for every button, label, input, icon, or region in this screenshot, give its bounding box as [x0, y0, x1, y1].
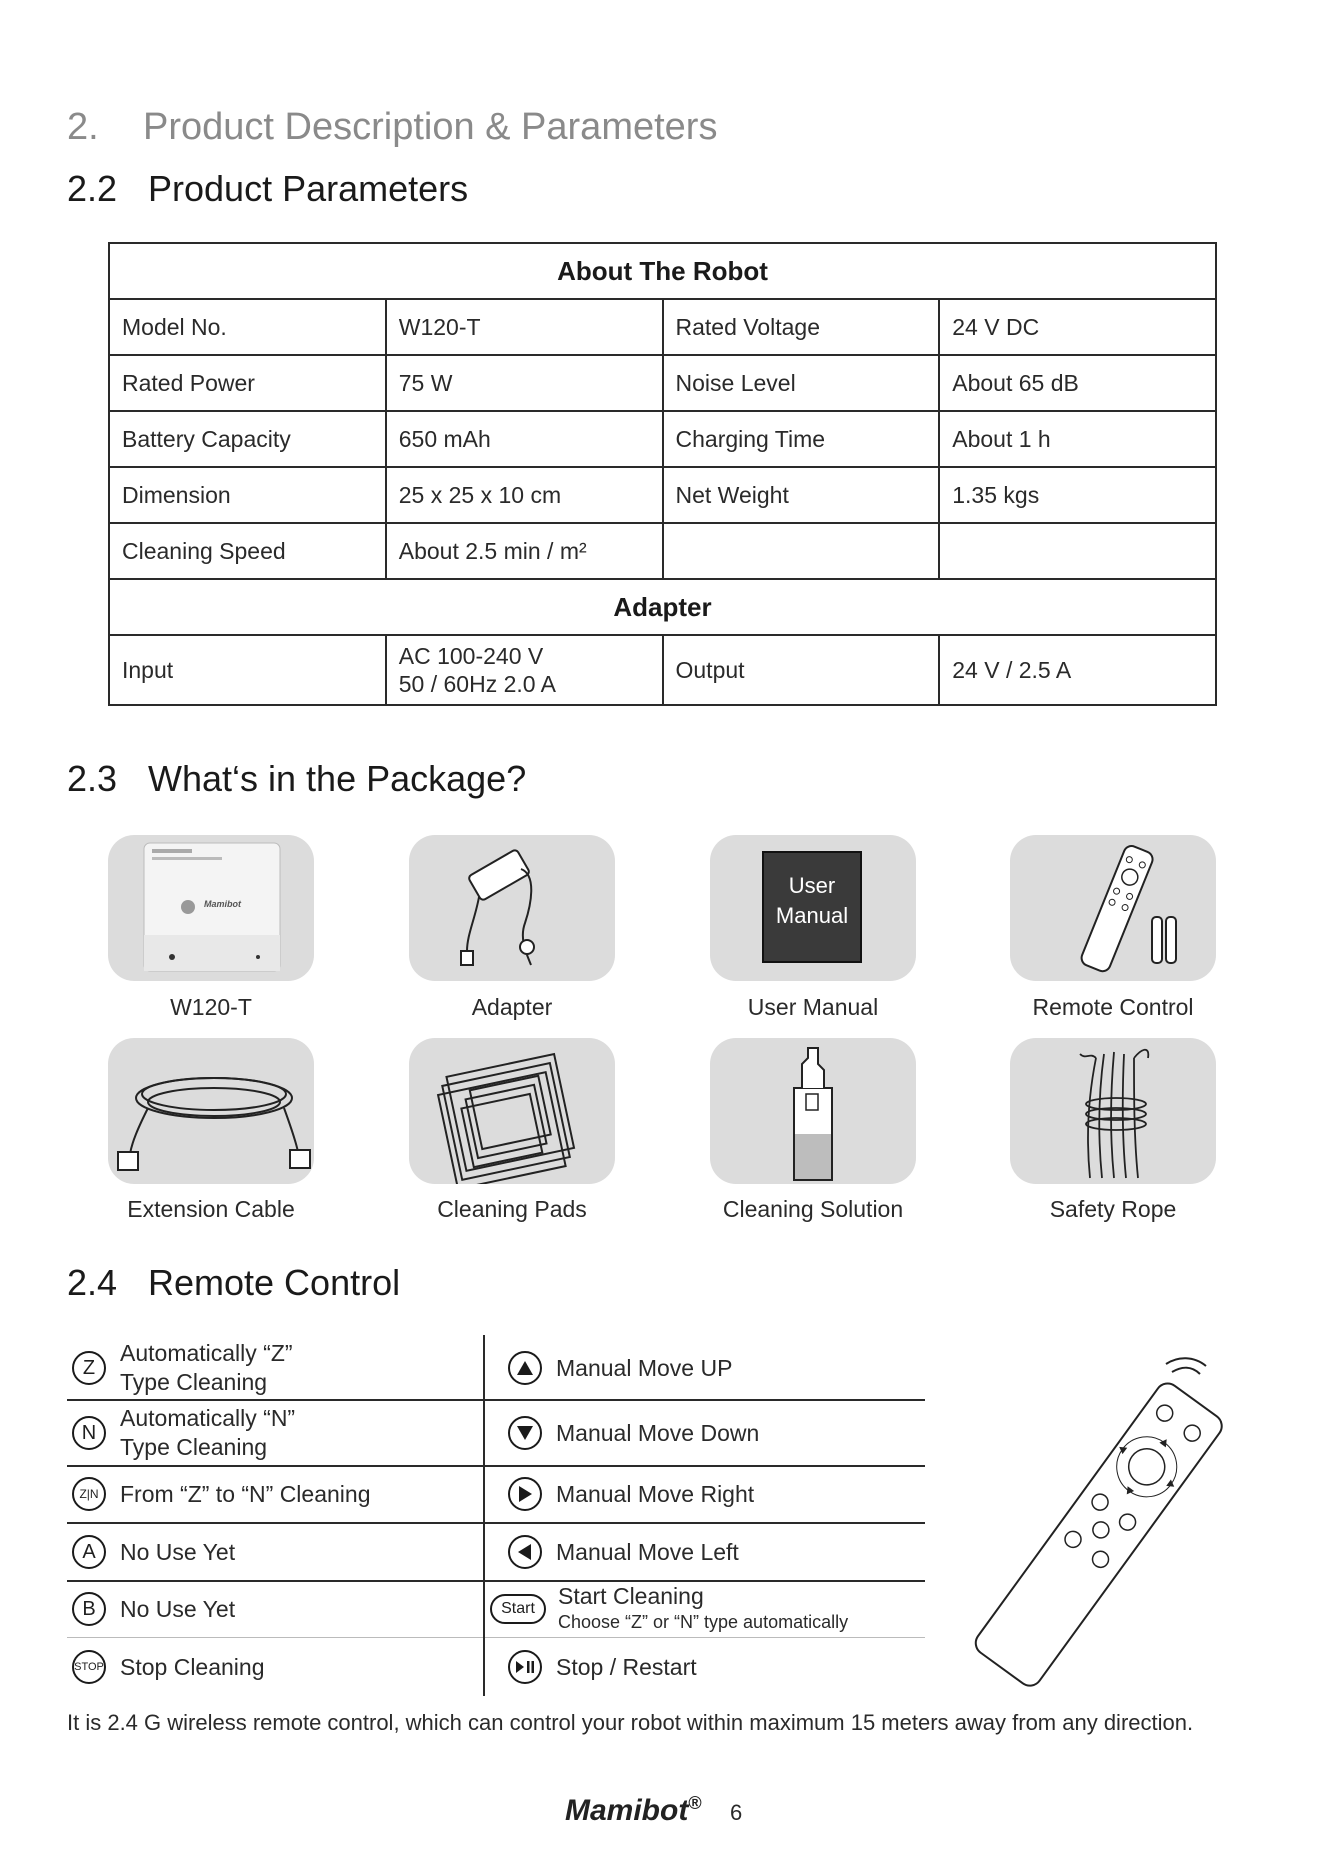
adapter-header-row	[109, 579, 1216, 635]
row-divider	[485, 1637, 925, 1638]
stop-key-icon: STOP	[72, 1650, 106, 1684]
play-pause-icon	[508, 1650, 542, 1684]
robot-image	[108, 835, 314, 981]
remote-note: It is 2.4 G wireless remote control, which can control your robot within maximum 15 meters away from any direction.	[67, 1710, 1194, 1735]
package-item-label: Cleaning Pads	[437, 1196, 587, 1222]
param-value: 25 x 25 x 10 cm	[386, 467, 663, 523]
list-item-text	[120, 1339, 293, 1397]
list-item-text: Stop Cleaning	[120, 1653, 265, 1680]
param-label: Dimension	[109, 467, 386, 523]
n-key-icon: N	[72, 1416, 106, 1450]
adapter-icon	[409, 835, 615, 981]
param-label: Noise Level	[663, 355, 940, 411]
list-item-text: Stop / Restart	[556, 1653, 697, 1680]
adapter-header: Adapter	[109, 579, 1216, 635]
param-label: Rated Power	[109, 355, 386, 411]
up-arrow-icon	[508, 1351, 542, 1385]
remote-heading	[67, 1262, 400, 1304]
list-item-line1: Start Cleaning	[558, 1583, 704, 1609]
registered-mark: ®	[688, 1793, 702, 1813]
row-divider	[67, 1465, 483, 1467]
list-item-line2: Choose “Z” or “N” type automatically	[558, 1612, 849, 1632]
package-item-label: Extension Cable	[127, 1196, 295, 1222]
table-row	[109, 635, 1216, 705]
manual-cover	[762, 851, 862, 963]
left-arrow-icon	[508, 1535, 542, 1569]
extension-cable-icon	[108, 1038, 314, 1184]
param-label: Output	[663, 635, 940, 705]
safety-rope-icon	[1010, 1038, 1216, 1184]
cleaning-pads-image	[409, 1038, 615, 1184]
param-value: 24 V DC	[939, 299, 1216, 355]
robot-brand: Mamibot	[204, 899, 241, 909]
param-label: Cleaning Speed	[109, 523, 386, 579]
section-title	[67, 106, 717, 149]
param-value: 650 mAh	[386, 411, 663, 467]
row-divider	[485, 1399, 925, 1401]
row-divider	[67, 1580, 483, 1582]
list-item-text: Manual Move UP	[556, 1354, 733, 1381]
params-title: Product Parameters	[148, 168, 469, 209]
section-title-text: Product Description & Parameters	[143, 106, 718, 148]
list-item-line2: Type Cleaning	[120, 1434, 268, 1460]
list-item-text: From “Z” to “N” Cleaning	[120, 1480, 371, 1507]
list-item	[72, 1404, 295, 1462]
right-arrow-icon	[508, 1477, 542, 1511]
b-key-icon: B	[72, 1592, 106, 1626]
logo-text: Mamibot	[565, 1794, 689, 1827]
row-divider	[67, 1399, 483, 1401]
list-item	[490, 1583, 848, 1635]
down-arrow-icon	[508, 1416, 542, 1450]
row-divider	[485, 1465, 925, 1467]
robot-header: About The Robot	[109, 243, 1216, 299]
params-heading	[67, 168, 468, 210]
table-row	[109, 355, 1216, 411]
list-item-text: No Use Yet	[120, 1538, 236, 1565]
page-number: 6	[730, 1800, 743, 1825]
param-value: About 1 h	[939, 411, 1216, 467]
row-divider	[67, 1637, 483, 1638]
list-item	[72, 1339, 293, 1397]
param-label: Charging Time	[663, 411, 940, 467]
wireless-signal-icon	[1166, 1358, 1206, 1374]
package-heading	[67, 758, 526, 800]
list-item	[72, 1468, 370, 1520]
list-item-text: Manual Move Down	[556, 1419, 760, 1446]
list-item	[508, 1404, 759, 1462]
z-key-icon: Z	[72, 1351, 106, 1385]
cleaning-solution-icon	[710, 1038, 916, 1184]
package-item-label: W120-T	[170, 994, 252, 1020]
param-label: Model No.	[109, 299, 386, 355]
list-item	[508, 1339, 732, 1397]
remote-title: Remote Control	[148, 1262, 401, 1303]
list-item	[508, 1468, 754, 1520]
adapter-input-line2: 50 / 60Hz 2.0 A	[398, 671, 557, 697]
cleaning-solution-image	[710, 1038, 916, 1184]
param-label	[663, 523, 940, 579]
package-item-label: Adapter	[471, 994, 553, 1020]
package-item-label: Remote Control	[1032, 994, 1194, 1020]
param-value: 24 V / 2.5 A	[939, 635, 1216, 705]
a-key-icon: A	[72, 1535, 106, 1569]
param-label: Battery Capacity	[109, 411, 386, 467]
list-item	[508, 1526, 739, 1578]
section-number: 2.	[67, 106, 99, 148]
remote-image	[1010, 835, 1216, 981]
package-item-label: Safety Rope	[1049, 1196, 1177, 1222]
start-key-icon: Start	[490, 1594, 546, 1624]
robot-header-row	[109, 243, 1216, 299]
brand-logo	[565, 1793, 702, 1828]
list-item-text	[120, 1404, 295, 1462]
params-number: 2.2	[67, 168, 118, 209]
manual-image	[710, 835, 916, 981]
remote-number: 2.4	[67, 1262, 118, 1303]
list-item	[72, 1583, 235, 1635]
list-item-text: No Use Yet	[120, 1595, 236, 1622]
table-row	[109, 299, 1216, 355]
table-row	[109, 411, 1216, 467]
extension-cable-image	[108, 1038, 314, 1184]
package-title: What‘s in the Package?	[148, 758, 527, 799]
adapter-input-line1: AC 100-240 V	[398, 643, 544, 669]
remote-control-illustration	[950, 1348, 1230, 1700]
list-item-line2: Type Cleaning	[120, 1369, 268, 1395]
list-item-text	[558, 1583, 848, 1635]
table-row	[109, 523, 1216, 579]
safety-rope-image	[1010, 1038, 1216, 1184]
table-row	[109, 467, 1216, 523]
list-item-text: Manual Move Left	[556, 1538, 739, 1565]
list-item-text: Manual Move Right	[556, 1480, 755, 1507]
list-item-line1: Automatically “N”	[120, 1405, 296, 1431]
list-item	[508, 1641, 697, 1693]
list-item	[72, 1526, 235, 1578]
row-divider	[485, 1580, 925, 1582]
param-label: Input	[109, 635, 386, 705]
param-value	[939, 523, 1216, 579]
param-value	[386, 635, 663, 705]
param-label: Rated Voltage	[663, 299, 940, 355]
cleaning-pads-icon	[409, 1038, 615, 1184]
manual-cover-line2: Manual	[775, 903, 849, 928]
zn-key-icon: Z|N	[72, 1477, 106, 1511]
param-value: About 2.5 min / m²	[386, 523, 663, 579]
list-item-line1: Automatically “Z”	[120, 1340, 293, 1366]
row-divider	[485, 1522, 925, 1524]
param-value: 1.35 kgs	[939, 467, 1216, 523]
param-value: About 65 dB	[939, 355, 1216, 411]
parameters-table	[108, 242, 1217, 706]
list-item	[72, 1641, 265, 1693]
package-number: 2.3	[67, 758, 118, 799]
remote-control-icon	[1010, 835, 1216, 981]
param-value: 75 W	[386, 355, 663, 411]
row-divider	[67, 1522, 483, 1524]
manual-cover-line1: User	[788, 873, 836, 898]
package-item-label: User Manual	[747, 994, 879, 1020]
param-value: W120-T	[386, 299, 663, 355]
package-item-label: Cleaning Solution	[722, 1196, 904, 1222]
column-divider	[483, 1335, 485, 1696]
adapter-image	[409, 835, 615, 981]
param-label: Net Weight	[663, 467, 940, 523]
